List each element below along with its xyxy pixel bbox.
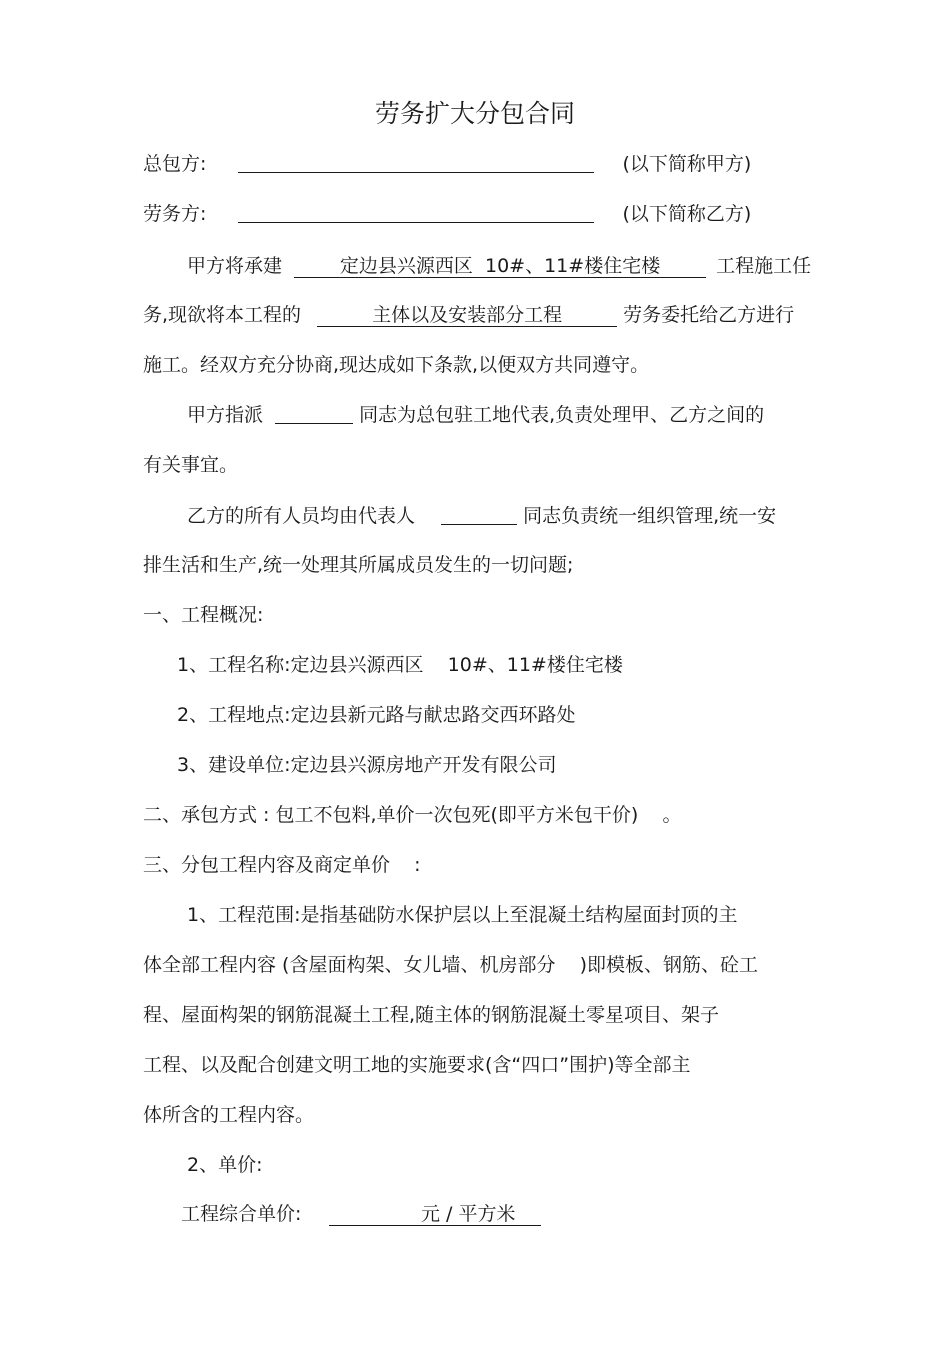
intro-p2-end: 劳务委托给乙方进行 bbox=[623, 304, 795, 326]
rep-b-line bbox=[187, 503, 776, 529]
party-a-line bbox=[143, 151, 751, 177]
party-b-label: 劳务方: bbox=[143, 203, 207, 225]
price-line bbox=[181, 1201, 541, 1227]
party-a-label: 总包方: bbox=[143, 153, 207, 175]
intro-p2-start: 务,现欲将本工程的 bbox=[143, 304, 302, 326]
party-b-blank bbox=[238, 202, 594, 223]
intro-line-2 bbox=[143, 302, 794, 328]
section-1-item-1: 1、工程名称:定边县兴源西区 10#、11#楼住宅楼 bbox=[177, 654, 623, 676]
party-a-note: (以下简称甲方) bbox=[622, 153, 752, 175]
scope-line-2: 体全部工程内容 (含屋面构架、女儿墙、机房部分 )即模板、钢筋、砼工 bbox=[143, 954, 759, 976]
rep-a-end: 同志为总包驻工地代表,负责处理甲、乙方之间的 bbox=[359, 404, 765, 426]
section-3-heading: 三、分包工程内容及商定单价 : bbox=[143, 854, 421, 876]
scope-line-3: 程、屋面构架的钢筋混凝土工程,随主体的钢筋混凝土零星项目、架子 bbox=[143, 1004, 720, 1026]
rep-a-blank bbox=[275, 403, 353, 424]
scope-line-4: 工程、以及配合创建文明工地的实施要求(含“四口”围护)等全部主 bbox=[143, 1054, 691, 1076]
intro-mid: 工程施工任 bbox=[716, 255, 812, 277]
rep-a-cont: 有关事宜。 bbox=[143, 454, 239, 476]
rep-a-line bbox=[187, 402, 764, 428]
scope-line-5: 体所含的工程内容。 bbox=[143, 1104, 315, 1126]
section-1-item-3: 3、建设单位:定边县兴源房地产开发有限公司 bbox=[177, 754, 557, 776]
party-b-line bbox=[143, 201, 751, 227]
scope-underlined: 主体以及安装部分工程 bbox=[317, 304, 617, 327]
party-b-note: (以下简称乙方) bbox=[622, 203, 752, 225]
document-title: 劳务扩大分包合同 bbox=[374, 99, 575, 128]
rep-b-start: 乙方的所有人员均由代表人 bbox=[187, 505, 416, 527]
rep-b-cont: 排生活和生产,统一处理其所属成员发生的一切问题; bbox=[143, 554, 574, 576]
rep-b-end: 同志负责统一组织管理,统一安 bbox=[523, 505, 777, 527]
intro-line-1 bbox=[187, 253, 811, 279]
price-unit: 元 / 平方米 bbox=[420, 1203, 516, 1225]
section-2-text: 二、承包方式 : 包工不包料,单价一次包死(即平方米包干价) 。 bbox=[143, 804, 682, 826]
rep-b-blank bbox=[441, 504, 517, 525]
section-1-heading: 一、工程概况: bbox=[143, 604, 264, 626]
project-name-underlined: 定边县兴源西区 10#、11#楼住宅楼 bbox=[294, 255, 706, 278]
price-heading: 2、单价: bbox=[187, 1154, 263, 1176]
price-value-underlined bbox=[329, 1203, 541, 1226]
price-label: 工程综合单价: bbox=[181, 1203, 302, 1225]
intro-start: 甲方将承建 bbox=[187, 255, 283, 277]
party-a-blank bbox=[238, 152, 594, 173]
rep-a-start: 甲方指派 bbox=[187, 404, 264, 426]
intro-line-3: 施工。经双方充分协商,现达成如下条款,以便双方共同遵守。 bbox=[143, 354, 650, 376]
section-1-item-2: 2、工程地点:定边县新元路与献忠路交西环路处 bbox=[177, 704, 576, 726]
scope-line-1: 1、工程范围:是指基础防水保护层以上至混凝土结构屋面封顶的主 bbox=[187, 904, 738, 926]
